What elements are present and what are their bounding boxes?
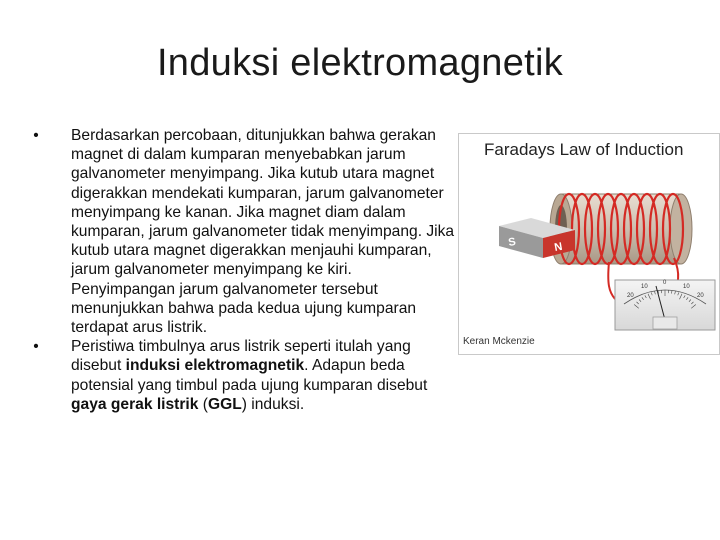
bold-term: GGL [207,395,242,413]
meter-label-neg10: 10 [641,284,648,290]
bullet-item-2 [26,337,456,414]
bold-term: induksi elektromagnetik [125,357,305,375]
bullet-text-2 [71,338,427,413]
faraday-figure [458,133,720,355]
meter-label-neg20: 20 [627,293,634,299]
text-run: ) induksi. [241,395,305,413]
text-run: ( [198,395,208,413]
magnet-south-label: S [507,235,517,249]
faraday-illustration [459,134,719,354]
meter-knob [653,317,677,329]
slide-title: Induksi elektromagnetik [156,42,564,84]
lead-wire-left [608,262,615,299]
bullet-item-1 [26,126,456,337]
meter-label-zero: 0 [663,280,667,286]
meter-label-pos10: 10 [683,284,690,290]
magnet-north-label: N [553,240,564,254]
text-run: . Adapun beda potensial yang timbul pada ujung kumparan disebut [71,357,428,394]
bullet-text-1 [71,127,454,336]
figure-credit: Keran Mckenzie [463,336,535,347]
bullet-list [26,126,456,414]
bullet-marker: • [33,338,39,356]
meter-label-pos20: 20 [697,293,704,299]
bold-term: gaya gerak listrik [71,395,199,413]
text-run: Peristiwa timbulnya arus listrik seperti itulah yang disebut [71,338,411,375]
figure-title: Faradays Law of Induction [484,140,684,159]
text-run: Berdasarkan percobaan, ditunjukkan bahwa gerakan magnet di dalam kumparan menyebabkan jarum galvanometer menyimpang. Jika kutub utara magnet digerakkan mendekati kumparan, jarum galvanometer menyimpang ke kanan. Jika magnet diam dalam kumparan, jarum galvanometer tidak menyimpang. Jika kutub utara magnet digerakkan menjauhi kumparan, jarum galvanometer menyimpang ke kiri. Penyimpangan jarum galvanometer tersebut menunjukkan bahwa pada kedua ujung kumparan terdapat arus listrik. [71,127,455,337]
galvanometer [615,280,715,330]
bullet-marker: • [33,127,39,144]
